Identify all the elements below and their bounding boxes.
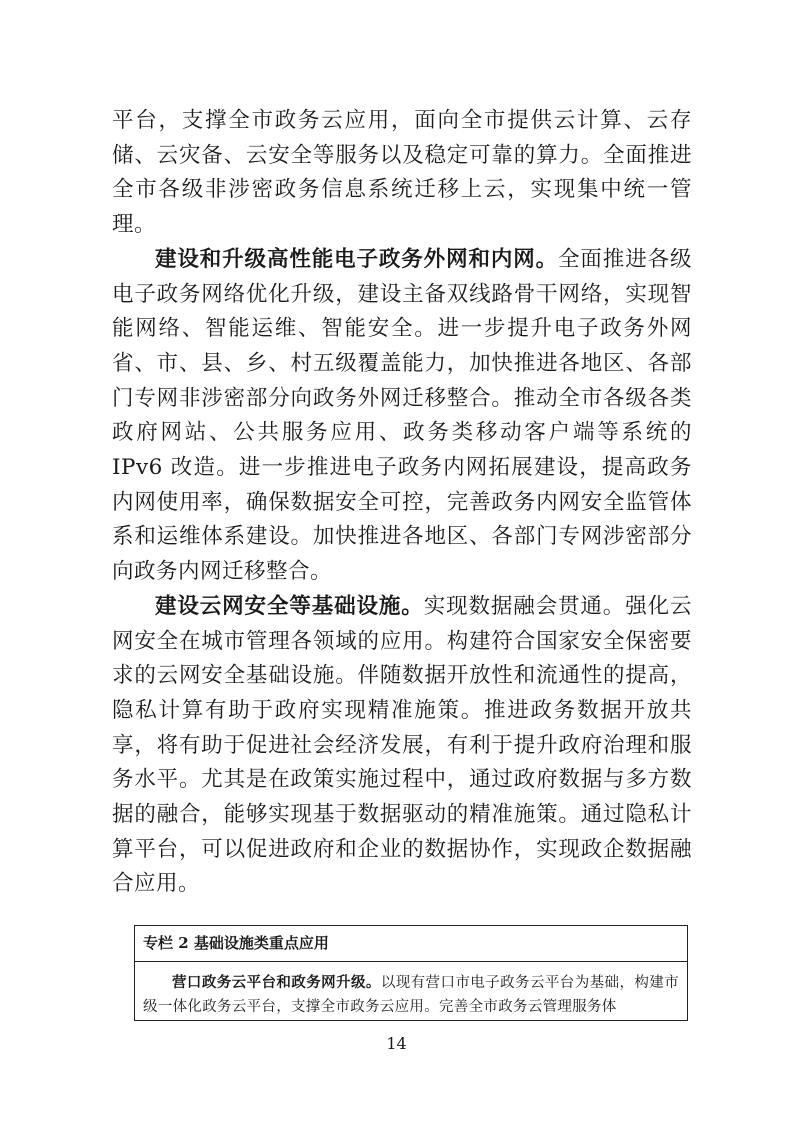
paragraph-text: 实现数据融会贯通。强化云网安全在城市管理各领域的应用。构建符合国家安全保密要求的云网安全基础设施。伴随数据开放性和流通性的提高，隐私计算有助于政府实现精准施策。推进政务数据开放共享，将有助于促进社会经济发展，有利于提升政府治理和服务水平。尤其是在政策实施过程中，通过政府数据与多方数据的融合，能够实现基于数据驱动的精准施策。通过隐私计算平台，可以促进政府和企业的数据协作，实现政企数据融合应用。 bbox=[112, 593, 692, 897]
paragraph-text: 平台，支撑全市政务云应用，面向全市提供云计算、云存储、云灾备、云安全等服务以及稳定可靠的算力。全面推进全市各级非涉密政务信息系统迁移上云，实现集中统一管理。 bbox=[112, 108, 692, 238]
box-text: 以现有营口市电子政务云平台为基础，构建市级一体化政务云平台，支撑全市政务云应用。完善全市政务云管理服务体 bbox=[143, 975, 679, 1015]
page-number: 14 bbox=[386, 1034, 407, 1053]
body-text bbox=[112, 104, 692, 902]
box-paragraph bbox=[143, 971, 679, 1019]
paragraph-network bbox=[112, 243, 692, 590]
box-lead: 营口政务云平台和政务网升级。 bbox=[172, 974, 381, 991]
paragraph-security bbox=[112, 590, 692, 902]
paragraph-continuation bbox=[112, 104, 692, 243]
sidebar-box bbox=[134, 925, 688, 1021]
paragraph-lead: 建设云网安全等基础设施。 bbox=[155, 593, 424, 619]
box-body bbox=[135, 962, 687, 1019]
paragraph-text: 全面推进各级电子政务网络优化升级，建设主备双线路骨干网络，实现智能网络、智能运维、智能安全。进一步提升电子政务外网省、市、县、乡、村五级覆盖能力，加快推进各地区、各部门专网非涉密部分向政务外网迁移整合。推动全市各级各类政府网站、公共服务应用、政务类移动客户端等系统的 IPv6 改造。进一步推进电子政务内网拓展建设，提高政务内网使用率，确保数据安全可控，完善政务内网安全监管体系和运维体系建设。加快推进各地区、各部门专网涉密部分向政务内网迁移整合。 bbox=[112, 246, 692, 585]
paragraph-lead: 建设和升级高性能电子政务外网和内网。 bbox=[155, 246, 559, 272]
box-title: 专栏 2 基础设施类重点应用 bbox=[135, 926, 687, 962]
